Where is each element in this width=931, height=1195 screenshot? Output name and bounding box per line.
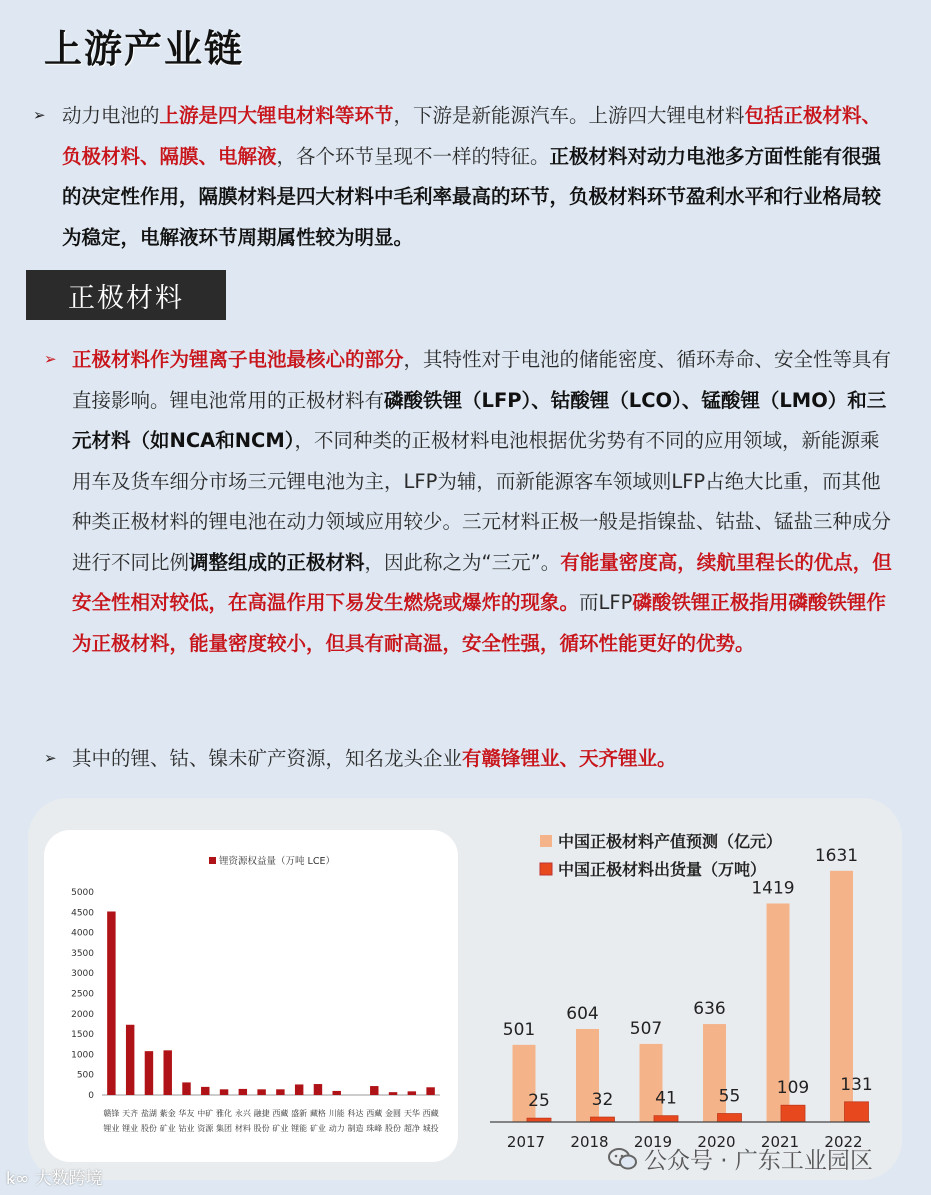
paragraph-resources: 其中的锂、钴、镍未矿产资源，知名龙头企业有赣锋锂业、天齐锂业。 <box>72 747 677 770</box>
shipment-data-label: 25 <box>528 1091 550 1112</box>
paragraph-upstream: 动力电池的上游是四大锂电材料等环节，下游是新能源汽车。上游四大锂电材料包括正极材料、负极材料、隔膜、电解液，各个环节呈现不一样的特征。正极材料对动力电池多方面性能有很强的决定性作用，隔膜材料是四大材料中毛利率最高的环节，负极材料环节盈利水平和行业格局较为稳定，电解液环节周期属性较为明显。 <box>62 104 882 249</box>
bar <box>239 1089 247 1095</box>
x-tick-label: 矿业 <box>159 1124 176 1133</box>
y-tick-label: 0 <box>88 1091 94 1101</box>
value-data-label: 636 <box>693 999 726 1020</box>
x-tick-label: 2020 <box>697 1133 736 1151</box>
x-tick-label: 2017 <box>506 1133 546 1151</box>
value-data-label: 1631 <box>814 845 859 866</box>
x-tick-label: 资源 <box>197 1124 214 1133</box>
x-tick-label: 盐湖 <box>140 1109 157 1118</box>
value-data-label: 507 <box>629 1018 663 1039</box>
x-tick-label: 锂业 <box>103 1124 120 1133</box>
bar <box>370 1086 378 1095</box>
x-tick-label: 永兴 <box>234 1109 251 1118</box>
bar <box>332 1091 340 1095</box>
value-bar <box>640 1044 663 1122</box>
bullet-icon: ➢ <box>44 350 57 368</box>
bar <box>276 1089 284 1095</box>
bar <box>314 1084 322 1095</box>
x-tick-label: 赣锋 <box>103 1109 120 1118</box>
value-data-label: 604 <box>566 1003 599 1024</box>
x-tick-label: 2019 <box>633 1133 673 1151</box>
bar <box>182 1082 190 1095</box>
y-tick-label: 1000 <box>71 1050 94 1061</box>
bar <box>220 1089 228 1095</box>
y-tick-label: 5000 <box>71 888 94 898</box>
shipment-data-label: 109 <box>776 1078 810 1099</box>
x-tick-label: 西藏 <box>272 1109 289 1118</box>
x-tick-label: 珠峰 <box>366 1124 383 1133</box>
legend-label: 锂资源权益量（万吨 LCE） <box>219 856 335 867</box>
x-tick-label: 2022 <box>824 1133 863 1151</box>
bar <box>257 1089 265 1095</box>
x-tick-label: 天齐 <box>122 1109 139 1118</box>
y-tick-label: 4000 <box>71 928 94 939</box>
watermark-logo-icon: ꝃ∞ <box>6 1169 35 1189</box>
shipment-bar <box>718 1114 742 1122</box>
y-tick-label: 2500 <box>71 989 94 1000</box>
bar <box>426 1087 434 1095</box>
bar <box>163 1050 171 1095</box>
x-tick-label: 矿业 <box>272 1124 289 1133</box>
y-tick-label: 4500 <box>71 908 94 919</box>
shipment-bar <box>845 1102 869 1122</box>
x-tick-label: 紫金 <box>159 1109 176 1118</box>
y-tick-label: 3000 <box>71 969 94 980</box>
shipment-bar <box>654 1116 678 1122</box>
x-tick-label: 材料 <box>234 1124 251 1133</box>
x-tick-label: 2018 <box>570 1133 609 1151</box>
x-tick-label: 城投 <box>422 1124 439 1133</box>
shipment-data-label: 55 <box>718 1086 741 1107</box>
x-tick-label: 锂业 <box>122 1124 139 1133</box>
x-tick-label: 川能 <box>328 1109 345 1118</box>
shipment-data-label: 41 <box>655 1088 677 1109</box>
x-tick-label: 股份 <box>140 1124 157 1133</box>
legend-label-shipments: 中国正极材料出货量（万吨） <box>558 860 767 879</box>
shipment-data-label: 32 <box>591 1090 614 1111</box>
shipment-data-label: 131 <box>840 1074 873 1095</box>
x-tick-label: 藏格 <box>309 1109 326 1118</box>
x-tick-label: 动力 <box>328 1124 345 1133</box>
wechat-icon <box>608 1147 638 1171</box>
y-tick-label: 2000 <box>71 1009 94 1020</box>
paragraph-cathode: 正极材料作为锂离子电池最核心的部分，其特性对于电池的储能密度、循环寿命、安全性等具有直接影响。锂电池常用的正极材料有磷酸铁锂（LFP）、钴酸锂（LCO）、锰酸锂（LMO）和三元材料（如NCA和NCM），不同种类的正极材料电池根据优劣势有不同的应用领域，新能源乘用车及货车细分市场三元锂电池为主，LFP为辅，而新能源客车领域则LFP占绝大比重，而其他种类正极材料的锂电池在动力领域应用较少。三元材料正极一般是指镍盐、钴盐、锰盐三种成分进行不同比例调整组成的正极材料，因此称之为“三元”。有能量密度高，续航里程长的优点，但安全性相对较低，在高温作用下易发生燃烧或爆炸的现象。而LFP磷酸铁锂正极指用磷酸铁锂作为正极材料，能量密度较小，但具有耐高温，安全性强，循环性能更好的优势。 <box>72 348 892 655</box>
x-tick-label: 矿业 <box>309 1124 326 1133</box>
x-tick-label: 西藏 <box>422 1109 439 1118</box>
x-tick-label: 钴业 <box>178 1124 195 1133</box>
x-tick-label: 集团 <box>216 1124 233 1133</box>
shipment-bar <box>591 1117 615 1122</box>
bar <box>389 1092 397 1095</box>
legend-label-value: 中国正极材料产值预测（亿元） <box>558 832 783 851</box>
shipment-bar <box>781 1105 805 1122</box>
value-bar <box>703 1024 726 1122</box>
x-tick-label: 盛新 <box>291 1109 308 1118</box>
y-tick-label: 1500 <box>71 1030 94 1041</box>
x-tick-label: 科达 <box>347 1109 364 1118</box>
bullet-icon: ➢ <box>44 749 57 767</box>
bar <box>145 1051 153 1095</box>
lithium-resources-chart <box>44 830 458 1162</box>
bar <box>408 1091 416 1095</box>
x-tick-label: 雅化 <box>216 1109 233 1118</box>
value-data-label: 501 <box>502 1019 536 1040</box>
y-tick-label: 3500 <box>71 948 94 959</box>
x-tick-label: 华友 <box>178 1109 195 1118</box>
y-tick-label: 500 <box>76 1070 94 1081</box>
value-data-label: 1419 <box>751 878 795 899</box>
x-tick-label: 天华 <box>403 1109 420 1118</box>
x-tick-label: 股份 <box>253 1124 270 1133</box>
x-tick-label: 融捷 <box>253 1109 270 1118</box>
bar <box>201 1087 209 1095</box>
watermark-left: ꝃ∞ 大数跨境 <box>6 1169 103 1189</box>
section-label: 正极材料 <box>26 270 226 320</box>
x-tick-label: 锂能 <box>291 1124 308 1133</box>
page-title: 上游产业链 <box>44 26 245 71</box>
legend-swatch <box>209 857 216 864</box>
x-tick-label: 2021 <box>760 1133 800 1151</box>
bar <box>295 1084 303 1095</box>
x-tick-label: 西藏 <box>366 1109 383 1118</box>
x-tick-label: 中矿 <box>197 1109 214 1118</box>
cathode-forecast-chart <box>470 820 890 1160</box>
x-tick-label: 制造 <box>347 1124 364 1133</box>
x-tick-label: 金圆 <box>385 1109 402 1118</box>
watermark-right: 公众号 · 广东工业园区 <box>608 1142 873 1175</box>
legend-swatch-value <box>540 835 552 847</box>
bar <box>107 911 115 1095</box>
x-tick-label: 超净 <box>403 1124 420 1133</box>
bullet-icon: ➢ <box>33 106 46 124</box>
legend-swatch-shipments <box>540 863 552 875</box>
bar <box>126 1025 134 1095</box>
x-tick-label: 股份 <box>385 1124 402 1133</box>
